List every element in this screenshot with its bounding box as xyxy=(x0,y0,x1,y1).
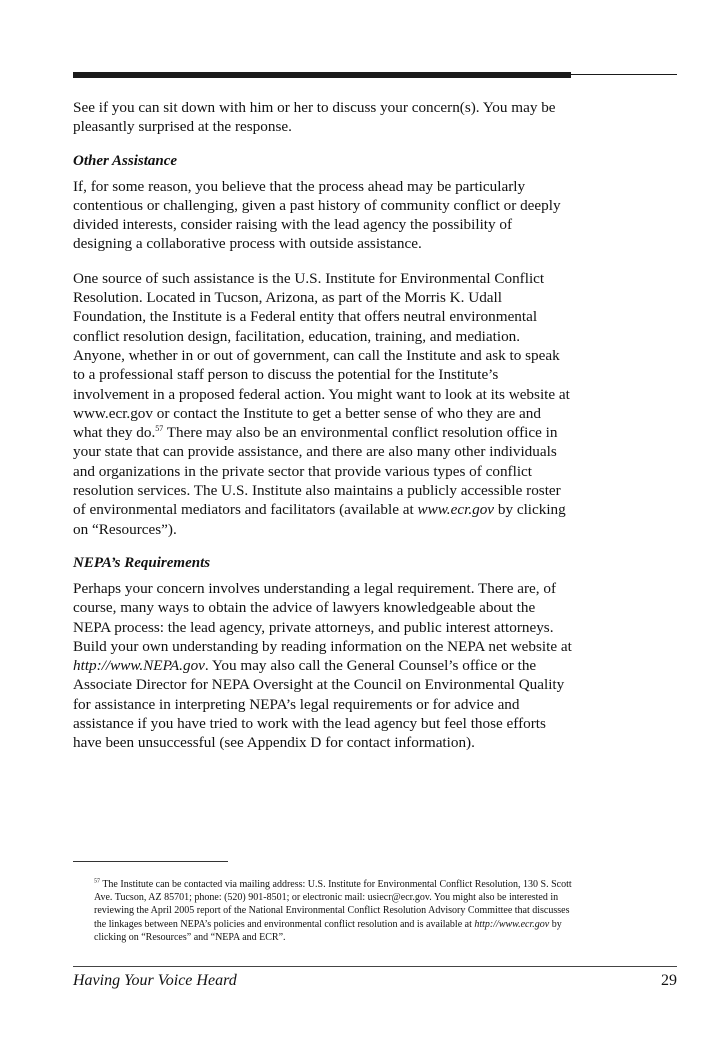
footer-rule xyxy=(73,966,677,967)
footnote-number: 57 xyxy=(94,878,100,885)
paragraph-text: There may also be an environmental conflict resolution office in your state that can provide assistance, and there are also many other individuals and organizations in the private sector that provide various types of conflict resolution services. The U.S. Institute also maintains a publicly accessible roster of environmental mediators and facilitators (available at xyxy=(73,424,561,519)
footnote-text: The Institute can be contacted via mailing address: U.S. Institute for Environmental Conflict Resolution, 130 S. Scott Ave. Tucson, AZ 85701; phone: (520) 901-8501; or electronic mail: usiecr@ecr.gov. You might also be interested in reviewing the April 2005 report of the National Environmental Conflict Resolution Advisory Committee that discusses the linkages between NEPA’s policies and environmental conflict resolution and is available at xyxy=(94,879,572,930)
paragraph-text: . You may also call the General Counsel’s office or the Associate Director for NEPA Oversight at the Council on Environmental Quality for assistance in interpreting NEPA’s legal requirements or for advice and assistance if you have tried to work with the lead agency but feel those efforts have been unsuccessful (see Appendix D for contact information). xyxy=(73,657,565,752)
other-assistance-heading: Other Assistance xyxy=(73,152,178,169)
footnote-text: by clicking on “Resources” and “NEPA and ECR”. xyxy=(94,918,562,943)
page-number: 29 xyxy=(661,972,677,989)
footnote-separator xyxy=(73,861,228,862)
footnote-57 xyxy=(94,878,579,944)
other-assistance-paragraph-2 xyxy=(73,269,573,539)
other-assistance-paragraph-1: If, for some reason, you believe that the process ahead may be particularly contentious or challenging, given a past history of community conflict or deeply divided interests, consider raising with the lead agency the possibility of designing a collaborative process with outside assistance. xyxy=(73,177,561,253)
paragraph-text: by clicking on “Resources”). xyxy=(73,501,566,538)
nepa-requirements-paragraph xyxy=(73,579,573,753)
main-content xyxy=(73,98,573,768)
intro-paragraph: See if you can sit down with him or her to discuss your concern(s). You may be pleasantly surprised at the response. xyxy=(73,99,556,136)
footnote-ecr-link[interactable]: http://www.ecr.gov xyxy=(474,918,550,930)
header-rule-thick xyxy=(73,72,571,78)
paragraph-text: Perhaps your concern involves understanding a legal requirement. There are, of course, many ways to obtain the advice of lawyers knowledgeable about the NEPA process: the lead agency, private attorneys, and public interest attorneys. Build your own understanding by reading information on the NEPA net website at xyxy=(73,579,572,655)
nepa-requirements-heading: NEPA’s Requirements xyxy=(73,554,211,571)
paragraph-text: One source of such assistance is the U.S. Institute for Environmental Conflict Resolution. Located in Tucson, Arizona, as part of the Morris K. Udall Foundation, the Institute is a Federal entity that offers neutral environmental conflict resolution design, facilitation, education, training, and mediation. Anyone, whether in or out of government, can call the Institute and ask to speak to a professional staff person to discuss the potential for the Institute’s involvement in a proposed federal action. You might want to look at its website at www.ecr.gov or contact the Institute to get a better sense of who they are and what they do. xyxy=(73,269,570,442)
ecr-link[interactable]: www.ecr.gov xyxy=(417,501,495,519)
header-rule-thin xyxy=(571,74,677,75)
nepa-link[interactable]: http://www.NEPA.gov xyxy=(73,657,205,675)
footer-title: Having Your Voice Heard xyxy=(73,972,237,989)
footnote-ref-57[interactable]: 57 xyxy=(155,424,164,434)
